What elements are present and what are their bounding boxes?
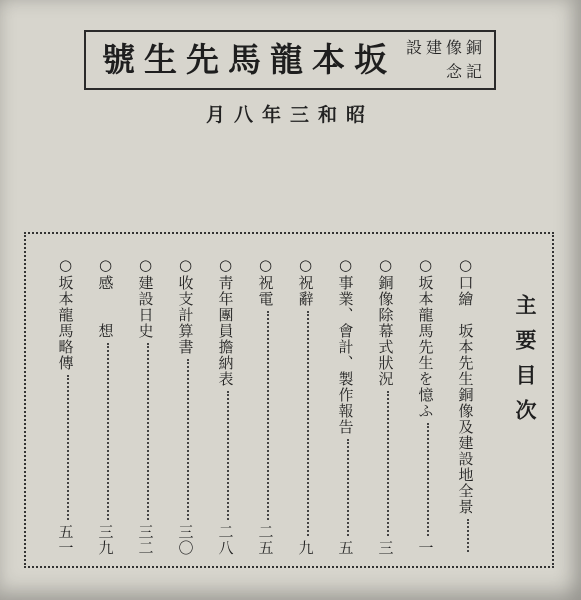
toc-entry-page: 五 bbox=[336, 540, 355, 556]
toc-list bbox=[46, 256, 486, 556]
toc-entry-title: ○銅像除幕式狀況 bbox=[376, 256, 395, 387]
toc-entry-page: 三〇 bbox=[176, 524, 195, 556]
toc-entry bbox=[126, 256, 166, 556]
title-subtitle bbox=[402, 36, 486, 84]
table-of-contents bbox=[24, 232, 554, 568]
issue-date: 昭和三年八月 bbox=[205, 104, 374, 126]
toc-entry-page: 九 bbox=[296, 540, 315, 556]
toc-entry-column bbox=[96, 256, 117, 556]
toc-leader-dots bbox=[267, 311, 269, 520]
toc-entry-title: ○坂本龍馬先生を憶ふ bbox=[416, 256, 435, 419]
magazine-title: 坂本龍馬先生號 bbox=[102, 40, 396, 79]
toc-entry-page: 三二 bbox=[136, 524, 155, 556]
toc-entry-column bbox=[456, 256, 477, 556]
toc-leader-dots bbox=[227, 391, 229, 520]
title-frame bbox=[84, 30, 496, 90]
toc-entry-column bbox=[176, 256, 197, 556]
toc-entry bbox=[286, 256, 326, 556]
toc-entry-column bbox=[296, 256, 317, 556]
toc-entry-page: 三 bbox=[376, 540, 395, 556]
toc-leader-dots bbox=[427, 423, 429, 536]
toc-entry-column bbox=[376, 256, 397, 556]
toc-entry-title: ○事業、會計、製作報告 bbox=[336, 256, 355, 435]
toc-entry-title: ○收支計算書 bbox=[176, 256, 195, 355]
toc-leader-dots bbox=[307, 311, 309, 536]
toc-entry bbox=[46, 256, 86, 556]
toc-entry-title: ○建設日史 bbox=[136, 256, 155, 339]
toc-entry bbox=[326, 256, 366, 556]
toc-entry bbox=[86, 256, 126, 556]
toc-entry-column bbox=[336, 256, 357, 556]
toc-leader-dots bbox=[107, 343, 109, 520]
toc-entry-page: 五一 bbox=[56, 524, 75, 556]
toc-leader-dots bbox=[347, 439, 349, 536]
toc-entry bbox=[366, 256, 406, 556]
toc-entry-column bbox=[416, 256, 437, 556]
toc-entry bbox=[246, 256, 286, 556]
toc-entry-page: 三九 bbox=[96, 524, 115, 556]
toc-entry bbox=[446, 256, 486, 556]
toc-leader-dots bbox=[147, 343, 149, 520]
toc-leader-dots bbox=[387, 391, 389, 536]
toc-entry bbox=[166, 256, 206, 556]
toc-entry-page: 二五 bbox=[256, 524, 275, 556]
toc-leader-dots bbox=[187, 359, 189, 520]
toc-entry-page: 一 bbox=[416, 540, 435, 556]
toc-entry-title: ○坂本龍馬略傳 bbox=[56, 256, 75, 371]
toc-entry-title: ○祝辭 bbox=[296, 256, 315, 307]
toc-entry bbox=[206, 256, 246, 556]
toc-entry-page: 二八 bbox=[216, 524, 235, 556]
toc-entry-column bbox=[216, 256, 237, 556]
toc-entry-column bbox=[56, 256, 77, 556]
toc-entry-title: ○靑年團員擔納表 bbox=[216, 256, 235, 387]
toc-leader-dots bbox=[467, 519, 469, 552]
toc-entry-title: ○口繪 坂本先生銅像及建設地全景 bbox=[456, 256, 475, 515]
toc-leader-dots bbox=[67, 375, 69, 520]
toc-entry bbox=[406, 256, 446, 556]
toc-entry-column bbox=[136, 256, 157, 556]
toc-entry-column bbox=[256, 256, 277, 556]
toc-entry-title: ○祝電 bbox=[256, 256, 275, 307]
subtitle-line-2: 記念 bbox=[445, 62, 486, 81]
toc-entry-title: ○感 想 bbox=[96, 256, 115, 339]
toc-heading: 主要目次 bbox=[513, 294, 538, 434]
subtitle-line-1: 銅像建設 bbox=[405, 38, 486, 57]
